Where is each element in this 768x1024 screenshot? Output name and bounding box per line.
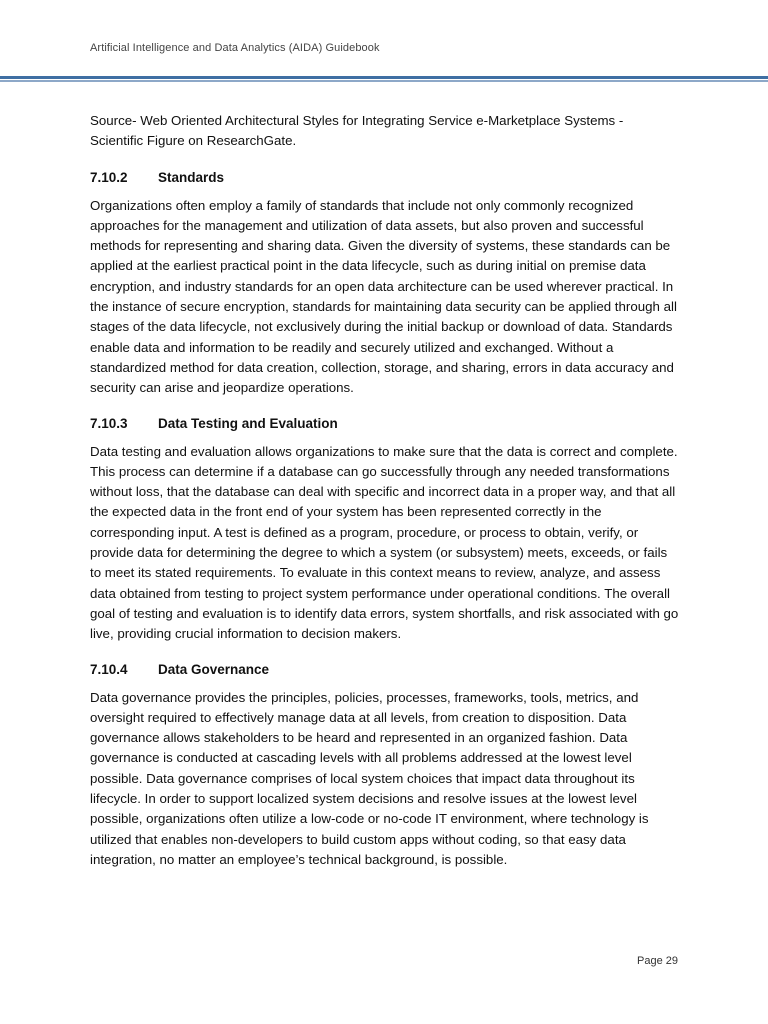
section-heading xyxy=(90,414,680,434)
section-data-testing-evaluation xyxy=(90,414,680,645)
section-paragraph: Data governance provides the principles, policies, processes, frameworks, tools, metrics, and oversight required to effectively manage data at all levels, from creation to disposition. Data governance allows stakeholders to be heard and represented in an organized fashion. Data governance is conducted at cascading levels with all problems addressed at the lowest level possible. Data governance comprises of local system choices that impact data throughout its lifecycle. In order to support localized system decisions and resolve issues at the lowest level possible, organizations often utilize a low-code or no-code IT environment, where technology is utilized that enables non-developers to build custom apps without coding, so that easy data integration, no matter an employee’s technical background, is possible. xyxy=(90,689,649,867)
section-title: Standards xyxy=(158,169,225,185)
section-heading xyxy=(90,168,680,188)
page-number: Page 29 xyxy=(637,955,678,967)
running-header: Artificial Intelligence and Data Analytics (AIDA) Guidebook xyxy=(90,42,380,54)
section-paragraph: Organizations often employ a family of standards that include not only commonly recognized approaches for the management and utilization of data assets, but also proven and successful methods for representing and sharing data. Given the diversity of systems, these standards can be applied at the earliest practical point in the data lifecycle, such as during initial on premise data encryption, and industry standards for an open data architecture can be used wherever practical. In the instance of secure encryption, standards for maintaining data security can be applied through all stages of the data lifecycle, not exclusively during the initial backup or download of data. Standards enable data and information to be readily and securely utilized and exchanged. Without a standardized method for data creation, collection, storage, and sharing, errors in data accuracy and security can arise and jeopardize operations. xyxy=(90,197,677,396)
header-rule xyxy=(0,76,768,79)
section-standards xyxy=(90,168,680,399)
section-number: 7.10.3 xyxy=(90,415,128,431)
page-body xyxy=(90,111,680,885)
section-heading xyxy=(90,660,680,680)
section-paragraph: Data testing and evaluation allows organizations to make sure that the data is correct and complete. This process can determine if a database can go successfully through any needed transformations without loss, that the database can deal with specific and incorrect data in a proper way, and that all the expected data in the front end of your system has been represented correctly in the corresponding input. A test is defined as a program, procedure, or process to obtain, verify, or provide data for determining the degree to which a system (or subsystem) meets, exceeds, or fails to meet its stated requirements. To evaluate in this context means to review, analyze, and assess data obtained from testing to project system performance under operational conditions. The overall goal of testing and evaluation is to identify data errors, system shortfalls, and risk associated with go live, providing crucial information to decision makers. xyxy=(90,443,679,642)
section-data-governance xyxy=(90,660,680,871)
section-title: Data Governance xyxy=(158,661,270,677)
header-rule-accent xyxy=(0,80,768,82)
section-number: 7.10.2 xyxy=(90,169,128,185)
section-title: Data Testing and Evaluation xyxy=(158,415,338,431)
section-number: 7.10.4 xyxy=(90,661,128,677)
source-note: Source- Web Oriented Architectural Styles for Integrating Service e-Marketplace Systems - Scientific Figure on ResearchGate. xyxy=(90,113,624,149)
